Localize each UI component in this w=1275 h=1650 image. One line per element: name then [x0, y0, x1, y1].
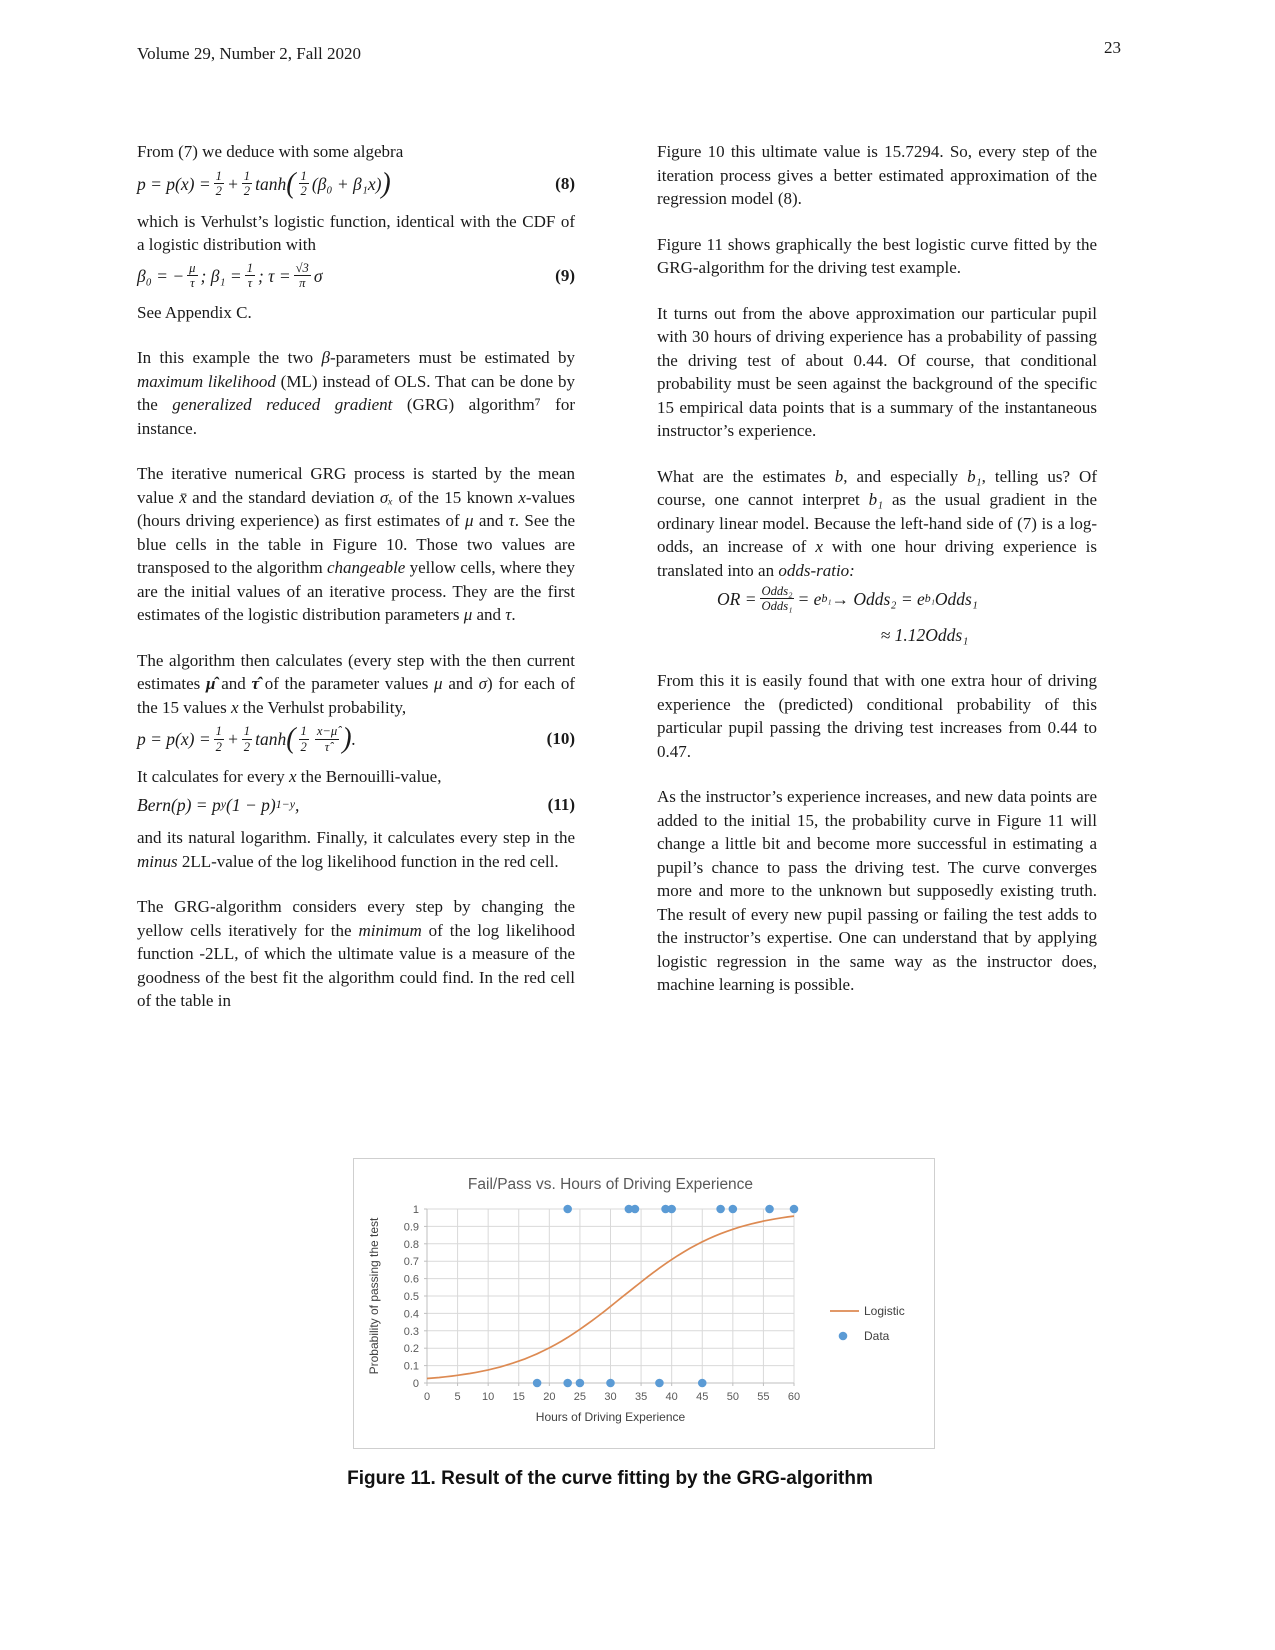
- x-tick-label: 0: [423, 1391, 431, 1403]
- equation-number: (8): [555, 173, 575, 193]
- fraction: $\frac{\text{Odds₂}}{\text{Odds₁}}$: [761, 584, 793, 614]
- paragraph: and its natural logarithm. Finally, it calculates every step in the minus 2LL-value of the log likelihood function in the red cell.: [137, 828, 575, 871]
- equation-10: p = p(x) = $\frac{1}{2}$ + $\frac{1}{2}$ tanh ( $\frac{1}{2}$ $\frac{x-\mû}{\taû}$ ) . (10): [137, 722, 575, 755]
- paragraph: From this it is easily found that with one extra hour of driving experience the (predicted) conditional probability of this particular pupil passing the driving test increases from 0.44 to 0.47.: [657, 671, 1097, 761]
- x-axis-title: Hours of Driving Experience: [535, 1410, 686, 1424]
- odds-ratio-equation-line2: ≈ 1.12Odds₁: [880, 624, 969, 645]
- right-column: [657, 140, 1097, 1019]
- equation-8: p = p(x) = $\frac{1}{2}$ + $\frac{1}{2}$ tanh ( $\frac{1}{2}$ (β₀ + β₁x) ) (8): [137, 166, 575, 200]
- paragraph: In this example the two β-parameters must be estimated by maximum likelihood (ML) instead of OLS. That can be done by the generalized reduced gradient (GRG) algorithm⁷ for instance.: [137, 348, 576, 438]
- paragraph: It calculates for every x the Bernouilli-value,: [137, 767, 442, 787]
- paragraph: The iterative numerical GRG process is started by the mean value x̄ and the standard deviation σₓ of the 15 known x-values (hours driving experience) as first estimates of μ and τ. See the blue cells in the table in Figure 10. Those two values are transposed to the algorithm changeable yellow cells, where they are the initial values of an iterative process. They are the first estimates of the logistic distribution parameters μ and τ.: [137, 464, 575, 625]
- equation-number: (11): [547, 794, 575, 814]
- data-point: [631, 1205, 640, 1214]
- paragraph: See Appendix C.: [137, 302, 252, 322]
- y-tick-label: 0.8: [403, 1238, 419, 1251]
- y-tick-label: 0.4: [403, 1308, 419, 1321]
- data-point: [655, 1379, 664, 1388]
- fraction: $\frac{√3}{\pi}$: [295, 260, 309, 291]
- y-tick-label: 0.5: [403, 1291, 419, 1303]
- fraction: $\frac{x-\mû}{\taû}$: [316, 724, 338, 754]
- figure-caption: Figure 11. Result of the curve fitting by the GRG-algorithm: [347, 1468, 873, 1489]
- paragraph: The algorithm then calculates (every step with the then current estimates μ̂ and τ̂ of the parameter values μ and σ) for each of the 15 values x the Verhulst probability,: [137, 650, 576, 717]
- x-tick-label: 45: [696, 1391, 709, 1403]
- x-tick-label: 15: [512, 1391, 525, 1403]
- paragraph: Figure 11 shows graphically the best logistic curve fitted by the GRG-algorithm for the driving test example.: [657, 234, 1097, 277]
- x-tick-label: 30: [604, 1391, 617, 1403]
- x-tick-label: 55: [757, 1391, 770, 1403]
- y-tick-label: 0.3: [403, 1325, 419, 1338]
- x-tick-label: 10: [482, 1391, 495, 1403]
- x-tick-label: 35: [634, 1391, 648, 1403]
- fraction: $\frac{1}{\tau}$: [246, 260, 253, 291]
- data-point: [563, 1205, 572, 1214]
- paragraph: Figure 10 this ultimate value is 15.7294. So, every step of the iteration process gives a better estimated approximation of the regression model (8).: [657, 142, 1097, 208]
- x-tick-label: 50: [726, 1391, 739, 1403]
- data-point: [765, 1205, 774, 1214]
- y-tick-label: 0.1: [403, 1360, 419, 1373]
- paragraph: As the instructor’s experience increases, and new data points are added to the initial 15, the probability curve in Figure 11 will change a little bit and become more successful in estimating a pupil’s chance to pass the driving test. The curve converges more and more to the unknown but supposedly existing truth. The result of every new pupil passing or failing the test adds to the instructor’s expertise. One can understand that by applying logistic regression in the same way as the instructor does, machine learning is possible.: [657, 787, 1097, 995]
- x-tick-label: 20: [543, 1391, 556, 1403]
- fraction: $\frac{1}{2}$: [300, 724, 307, 754]
- x-tick-label: 25: [573, 1391, 587, 1403]
- data-point: [790, 1205, 799, 1214]
- equation-number: (9): [555, 265, 575, 285]
- y-tick-label: 0.7: [403, 1256, 419, 1269]
- y-tick-label: 0: [412, 1378, 419, 1390]
- fraction: $\frac{1}{2}$: [243, 724, 251, 754]
- y-tick-label: 0.6: [403, 1273, 419, 1286]
- x-tick-label: 60: [787, 1391, 801, 1403]
- equation-9: β₀ = − $\frac{\mu}{\tau}$ ; β₁ = $\frac{1}{\tau}$ ; τ = $\frac{√3}{\pi}$ σ (9): [137, 260, 575, 291]
- paragraph: It turns out from the above approximation our particular pupil with 30 hours of driving experience has a probability of passing the driving test of about 0.44. Of course, that conditional probability must be seen against the background of the specific 15 empirical data points that is a summary of the instantaneous instructor’s experience.: [657, 303, 1097, 440]
- page-number: 23: [1104, 38, 1121, 57]
- paragraph: which is Verhulst’s logistic function, identical with the CDF of a logistic distribution with: [137, 211, 575, 255]
- figure-11-chart: [354, 1159, 934, 1448]
- data-point: [716, 1205, 725, 1214]
- x-tick-label: 5: [454, 1391, 461, 1403]
- fraction: $\frac{\mu}{\tau}$: [189, 260, 196, 291]
- data-point: [606, 1379, 615, 1388]
- paragraph: The GRG-algorithm considers every step by changing the yellow cells iteratively for the minimum of the log likelihood function -2LL, of which the ultimate value is a measure of the goodness of the best fit the algorithm could find. In the red cell of the table in: [137, 897, 575, 1011]
- y-tick-label: 0.9: [403, 1221, 419, 1234]
- y-axis-title: Probability of passing the test: [367, 1217, 381, 1375]
- chart-title: Fail/Pass vs. Hours of Driving Experience: [467, 1176, 754, 1193]
- paragraph: What are the estimates b, and especially b₁, telling us? Of course, one cannot interpret b₁ as the usual gradient in the ordinary linear model. Because the left-hand side of (7) is a log-odds, an increase of x with one hour driving experience is translated into an odds-ratio:: [657, 466, 1097, 580]
- data-point: [563, 1379, 572, 1388]
- data-point: [667, 1205, 676, 1214]
- left-column: [137, 140, 575, 1035]
- fraction: $\frac{1}{2}$: [215, 168, 222, 199]
- fraction: $\frac{1}{2}$: [300, 168, 307, 199]
- data-point: [729, 1205, 738, 1214]
- legend-logistic-label: Logistic: [864, 1304, 905, 1318]
- data-point: [533, 1379, 542, 1388]
- journal-header: Volume 29, Number 2, Fall 2020: [137, 44, 361, 63]
- odds-ratio-equation: OR = $\frac{\text{Odds₂}}{\text{Odds₁}}$ = e b₁ → Odds₂ = e b₁ Odds₁: [717, 584, 978, 614]
- x-tick-label: 40: [665, 1391, 678, 1403]
- fraction: $\frac{1}{2}$: [215, 724, 222, 754]
- legend-data-swatch: [839, 1332, 848, 1341]
- equation-11: Bern(p) = p y (1 − p) 1−y , (11): [137, 794, 575, 815]
- paragraph: From (7) we deduce with some algebra: [137, 142, 404, 161]
- legend-data-label: Data: [864, 1329, 890, 1343]
- data-point: [698, 1379, 707, 1388]
- fraction: $\frac{1}{2}$: [243, 168, 251, 199]
- data-point: [576, 1379, 585, 1388]
- y-tick-label: 0.2: [403, 1343, 419, 1356]
- equation-number: (10): [546, 729, 575, 749]
- figure-11-box: [353, 1158, 935, 1449]
- y-tick-label: 1: [412, 1204, 419, 1216]
